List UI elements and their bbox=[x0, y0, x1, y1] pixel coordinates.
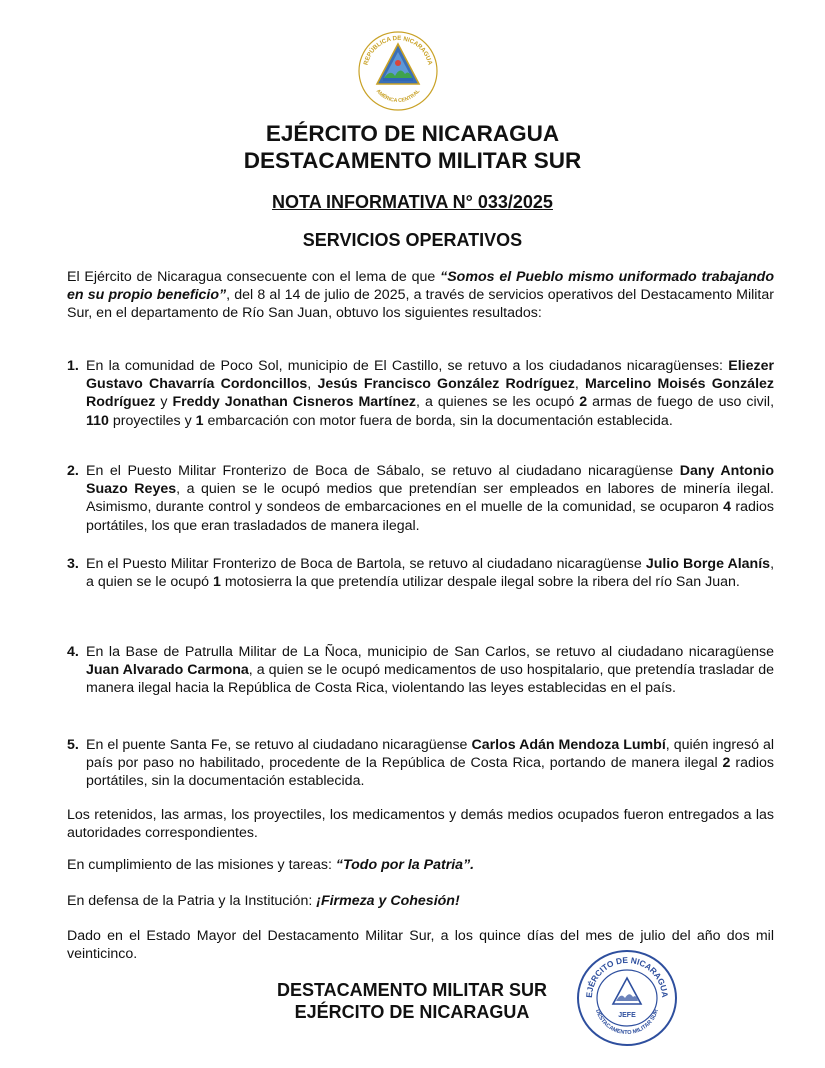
list-item: 5. En el puente Santa Fe, se retuvo al ciudadano nicaragüense Carlos Adán Mendoza Lumbí, quién ingresó al país por paso no habilitado, procedente de la República de Costa Rica, portando de manera ilegal 2 radios portátiles, sin la documentación establecida. bbox=[67, 737, 775, 790]
seal-bottom-text: AMÉRICA CENTRAL bbox=[374, 88, 422, 105]
defense-motto: ¡Firmeza y Cohesión! bbox=[316, 893, 460, 909]
item-number: 3. bbox=[67, 556, 79, 572]
person-name: Freddy Jonathan Cisneros Martínez bbox=[172, 394, 417, 411]
mission-motto: “Todo por la Patria”. bbox=[335, 857, 475, 873]
quantity: 2 bbox=[722, 755, 731, 772]
signature-unit: DESTACAMENTO MILITAR SUR bbox=[277, 980, 547, 1000]
nicaragua-coat-of-arms-icon bbox=[357, 30, 439, 112]
closing-paragraph: Los retenidos, las armas, los proyectiles, los medicamentos y demás medios ocupados fueron entregados a las autoridades correspondientes. bbox=[67, 807, 774, 842]
item-number: 5. bbox=[67, 737, 79, 753]
date-paragraph: Dado en el Estado Mayor del Destacamento Militar Sur, a los quince días del mes de julio del año dos mil veinticinco. bbox=[67, 928, 774, 963]
intro-motto: “Somos el Pueblo mismo uniformado trabajando en su propio beneficio” bbox=[67, 269, 774, 304]
svg-text:AMÉRICA CENTRAL bbox=[375, 88, 422, 104]
stamp-top-text: EJÉRCITO DE NICARAGUA bbox=[583, 954, 671, 999]
seal-top-text: REPÚBLICA DE NICARAGUA bbox=[362, 34, 434, 66]
institution-heading bbox=[0, 120, 825, 174]
person-name: Dany Antonio Suazo Reyes bbox=[86, 463, 775, 498]
stamp-center-text: JEFE bbox=[618, 1012, 636, 1019]
item-number: 2. bbox=[67, 463, 79, 479]
quantity: 110 bbox=[86, 412, 109, 429]
list-item: 3. En el Puesto Militar Fronterizo de Boca de Bartola, se retuvo al ciudadano nicaragüense Julio Borge Alanís, a quien se le ocupó 1 motosierra la que pretendía utilizar despale ilegal sobre la ribera del río San Juan. bbox=[67, 556, 775, 591]
signature-block bbox=[240, 979, 584, 1023]
mission-paragraph: En cumplimiento de las misiones y tareas: “Todo por la Patria”. bbox=[67, 857, 475, 873]
person-name: Marcelino Moisés González Rodríguez bbox=[86, 376, 775, 411]
stamp-bottom-text: DESTACAMENTO MILITAR SUR bbox=[594, 1008, 660, 1037]
person-name: Jesús Francisco González Rodríguez bbox=[317, 376, 575, 393]
signature-institution: EJÉRCITO DE NICARAGUA bbox=[294, 1002, 530, 1022]
list-item: 4. En la Base de Patrulla Militar de La Ñoca, municipio de San Carlos, se retuvo al ciudadano nicaragüense Juan Alvarado Carmona, a quien se le ocupó medicamentos de uso hospitalario, que pretendía trasladar de manera ilegal hacia la República de Costa Rica, violentando las leyes establecidas en el país. bbox=[67, 644, 774, 697]
institution-name: EJÉRCITO DE NICARAGUA bbox=[265, 121, 560, 146]
intro-paragraph: El Ejército de Nicaragua consecuente con el lema de que “Somos el Pueblo mismo uniformado trabajando en su propio beneficio”, del 8 al 14 de julio de 2025, a través de servicios operativos del Destacamento Militar Sur, en el departamento de Río San Juan, obtuvo los siguientes resultados: bbox=[67, 269, 774, 322]
person-name: Julio Borge Alanís bbox=[645, 556, 771, 572]
defense-paragraph: En defensa de la Patria y la Institución: ¡Firmeza y Cohesión! bbox=[67, 893, 460, 909]
item-number: 4. bbox=[67, 644, 79, 660]
list-item: 1. En la comunidad de Poco Sol, municipio de El Castillo, se retuvo a los ciudadanos nicaragüenses: Eliezer Gustavo Chavarría Cordoncillos, Jesús Francisco González Rodríguez, Marcelino Moisés González Rodríguez y Freddy Jonathan Cisneros Martínez, a quienes se les ocupó 2 armas de fuego de uso civil, 110 proyectiles y 1 embarcación con motor fuera de borda, sin la documentación establecida. bbox=[67, 358, 775, 429]
person-name: Juan Alvarado Carmona bbox=[86, 662, 249, 679]
document-number: NOTA INFORMATIVA N° 033/2025 bbox=[272, 192, 553, 212]
unit-name: DESTACAMENTO MILITAR SUR bbox=[243, 148, 582, 173]
quantity: 1 bbox=[213, 574, 221, 591]
list-item: 2. En el Puesto Militar Fronterizo de Boca de Sábalo, se retuvo al ciudadano nicaragüense Dany Antonio Suazo Reyes, a quien se le ocupó medios que pretendían ser empleados en labores de minería ilegal. Asimismo, durante control y sondeos de embarcaciones en el muelle de la comunidad, se ocuparon 4 radios portátiles, los que eran trasladados de manera ilegal. bbox=[67, 463, 775, 534]
document-subtitle: SERVICIOS OPERATIVOS bbox=[302, 230, 523, 250]
official-stamp-icon bbox=[575, 948, 679, 1048]
quantity: 2 bbox=[579, 394, 588, 411]
item-number: 1. bbox=[67, 358, 79, 374]
person-name: Carlos Adán Mendoza Lumbí bbox=[471, 737, 666, 753]
quantity: 1 bbox=[195, 412, 204, 429]
quantity: 4 bbox=[723, 499, 731, 516]
person-name: Eliezer Gustavo Chavarría Cordoncillos bbox=[86, 358, 774, 393]
